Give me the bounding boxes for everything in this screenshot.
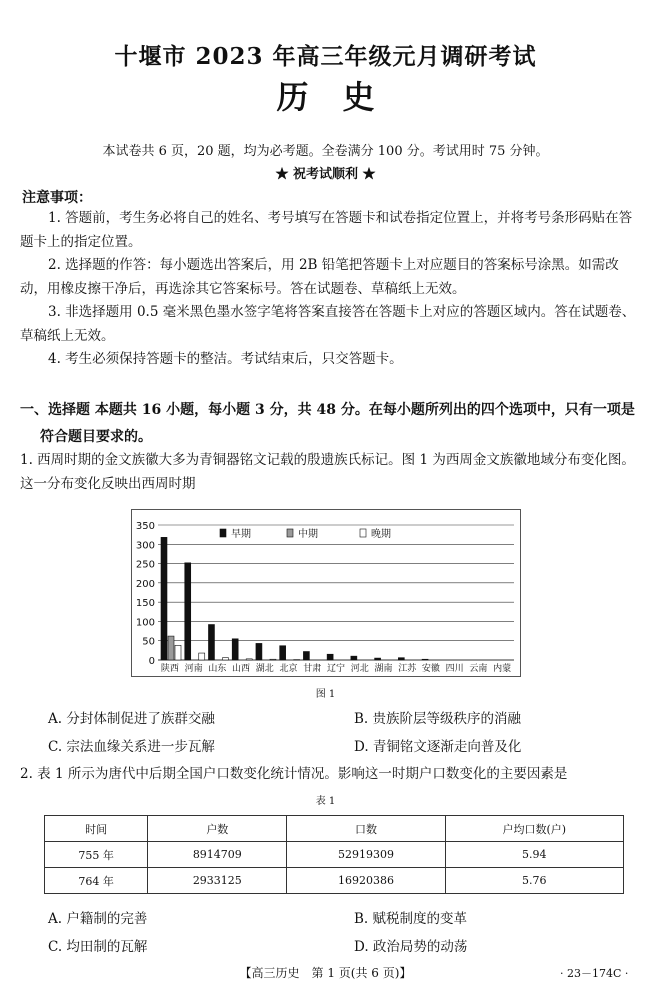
figure-caption: 图 1: [315, 689, 336, 700]
bar-早期: [185, 563, 191, 660]
q1-option-a: A. 分封体制促进了族群交融: [48, 711, 215, 727]
legend-label: 早期: [231, 529, 251, 540]
bar-早期: [232, 639, 238, 660]
y-tick-label: 250: [135, 559, 155, 571]
table-cell: 8914709: [148, 842, 287, 868]
bar-chart-svg: [132, 510, 520, 676]
notice-item: 2. 选择题的作答：每小题选出答案后，用 2B 铅笔把答题卡上对应题目的答案标号涂黑。如需改动，用橡皮擦干净后，再选涂其它答案标号。答在试题卷、草稿纸上无效。: [20, 257, 619, 297]
table-header: 时间: [45, 816, 148, 842]
table-row: [45, 842, 624, 868]
bar-早期: [351, 656, 357, 660]
table-header: 户数: [148, 816, 287, 842]
x-tick-label: 山东: [208, 664, 227, 674]
table-cell: 2933125: [148, 868, 287, 894]
legend-label: 晚期: [371, 529, 391, 540]
paper-code: · 23－174C ·: [560, 967, 629, 980]
bar-早期: [422, 659, 428, 660]
legend-label: 中期: [298, 529, 318, 540]
bar-晚期: [199, 653, 205, 660]
notice-list: [20, 207, 638, 372]
q1-option-b: B. 贵族阶层等级秩序的消融: [354, 711, 522, 727]
x-tick-label: 四川: [445, 664, 464, 674]
y-tick-label: 0: [148, 656, 155, 667]
x-tick-label: 辽宁: [326, 664, 346, 674]
x-tick-label: 河北: [350, 664, 369, 674]
bar-晚期: [270, 659, 276, 660]
section-heading: [20, 397, 640, 451]
x-tick-label: 安徽: [421, 664, 440, 674]
subject-title: 历史: [276, 78, 409, 116]
notice-heading: 注意事项：: [22, 190, 92, 206]
x-tick-label: 江苏: [398, 664, 417, 674]
table-header: 口数: [287, 816, 445, 842]
bar-早期: [208, 625, 214, 660]
question-2-stem: 2. 表 1 所示为唐代中后期全国户口数变化统计情况。影响这一时期户口数变化的主要因素是: [20, 766, 568, 782]
exam-info: 本试卷共 6 页，20 题，均为必考题。全卷满分 100 分。考试用时 75 分钟。: [102, 144, 549, 159]
q2-option-c: C. 均田制的瓦解: [48, 939, 148, 955]
x-tick-label: 甘肃: [303, 664, 322, 674]
bar-早期: [327, 654, 333, 660]
y-tick-label: 350: [135, 521, 155, 532]
section-heading-line: 一、选择题 本题共 16 小题，每小题 3 分，共 48 分。在每小题所列出的四个选项中，只有一项是: [20, 402, 635, 418]
question-1-stem: 1. 西周时期的金文族徽大多为青铜器铭文记载的殷遗族氏标记。图 1 为西周金文族徽地域分布变化图。这一分布变化反映出西周时期: [20, 452, 635, 492]
legend-swatch: [287, 529, 293, 537]
x-tick-label: 湖北: [255, 664, 274, 674]
page-footer: 【高三历史 第 1 页(共 6 页)】: [239, 966, 412, 980]
q2-option-b: B. 赋税制度的变革: [354, 911, 468, 927]
section-heading-line: 符合题目要求的。: [40, 429, 152, 445]
bar-晚期: [222, 658, 228, 660]
notice-item: 1. 答题前，考生务必将自己的姓名、考号填写在答题卡和试卷指定位置上，并将考号条形码贴在答题卡上的指定位置。: [20, 210, 633, 250]
table-cell: 16920386: [287, 868, 445, 894]
y-tick-label: 50: [142, 636, 155, 648]
x-tick-label: 陕西: [160, 664, 179, 674]
y-tick-label: 300: [135, 540, 155, 552]
y-tick-label: 100: [135, 617, 155, 629]
x-tick-label: 内蒙: [493, 664, 512, 674]
bar-早期: [398, 658, 404, 660]
table-caption: 表 1: [315, 796, 336, 807]
table-cell: 5.76: [445, 868, 623, 894]
x-tick-label: 湖南: [374, 664, 393, 674]
bar-晚期: [175, 645, 181, 660]
table-cell: 755 年: [45, 842, 148, 868]
x-tick-label: 北京: [279, 664, 298, 674]
exam-title: 十堰市 2023 年高三年级元月调研考试: [114, 43, 537, 70]
notice-item: 4. 考生必须保持答题卡的整洁。考试结束后，只交答题卡。: [48, 351, 403, 367]
q1-option-d: D. 青铜铭文逐渐走向普及化: [354, 739, 522, 755]
bar-早期: [256, 643, 262, 660]
table-header: 户均口数(户): [445, 816, 623, 842]
table-row: [45, 868, 624, 894]
q2-option-a: A. 户籍制的完善: [48, 911, 148, 927]
bar-早期: [375, 658, 381, 660]
legend-swatch: [360, 529, 366, 537]
bar-中期: [168, 636, 174, 660]
y-tick-label: 150: [135, 598, 155, 610]
table-header-row: [45, 816, 624, 842]
notice-item: 3. 非选择题用 0.5 毫米黑色墨水签字笔将答案直接答在答题卡上对应的答题区域内。答在试题卷、草稿纸上无效。: [20, 304, 636, 344]
bar-chart: [131, 509, 521, 677]
y-tick-label: 200: [135, 578, 155, 590]
household-table: [44, 815, 624, 894]
good-luck-line: ★ 祝考试顺利 ★: [275, 167, 376, 182]
q2-option-d: D. 政治局势的动荡: [354, 939, 468, 955]
x-tick-label: 山西: [232, 664, 251, 674]
legend-swatch: [220, 529, 226, 537]
x-tick-label: 云南: [469, 664, 488, 674]
q1-option-c: C. 宗法血缘关系进一步瓦解: [48, 739, 215, 755]
x-tick-label: 河南: [184, 664, 203, 674]
bar-早期: [280, 646, 286, 660]
bar-早期: [303, 652, 309, 660]
bar-早期: [161, 537, 167, 660]
table-cell: 764 年: [45, 868, 148, 894]
table-cell: 52919309: [287, 842, 445, 868]
table-cell: 5.94: [445, 842, 623, 868]
bar-晚期: [246, 659, 252, 660]
